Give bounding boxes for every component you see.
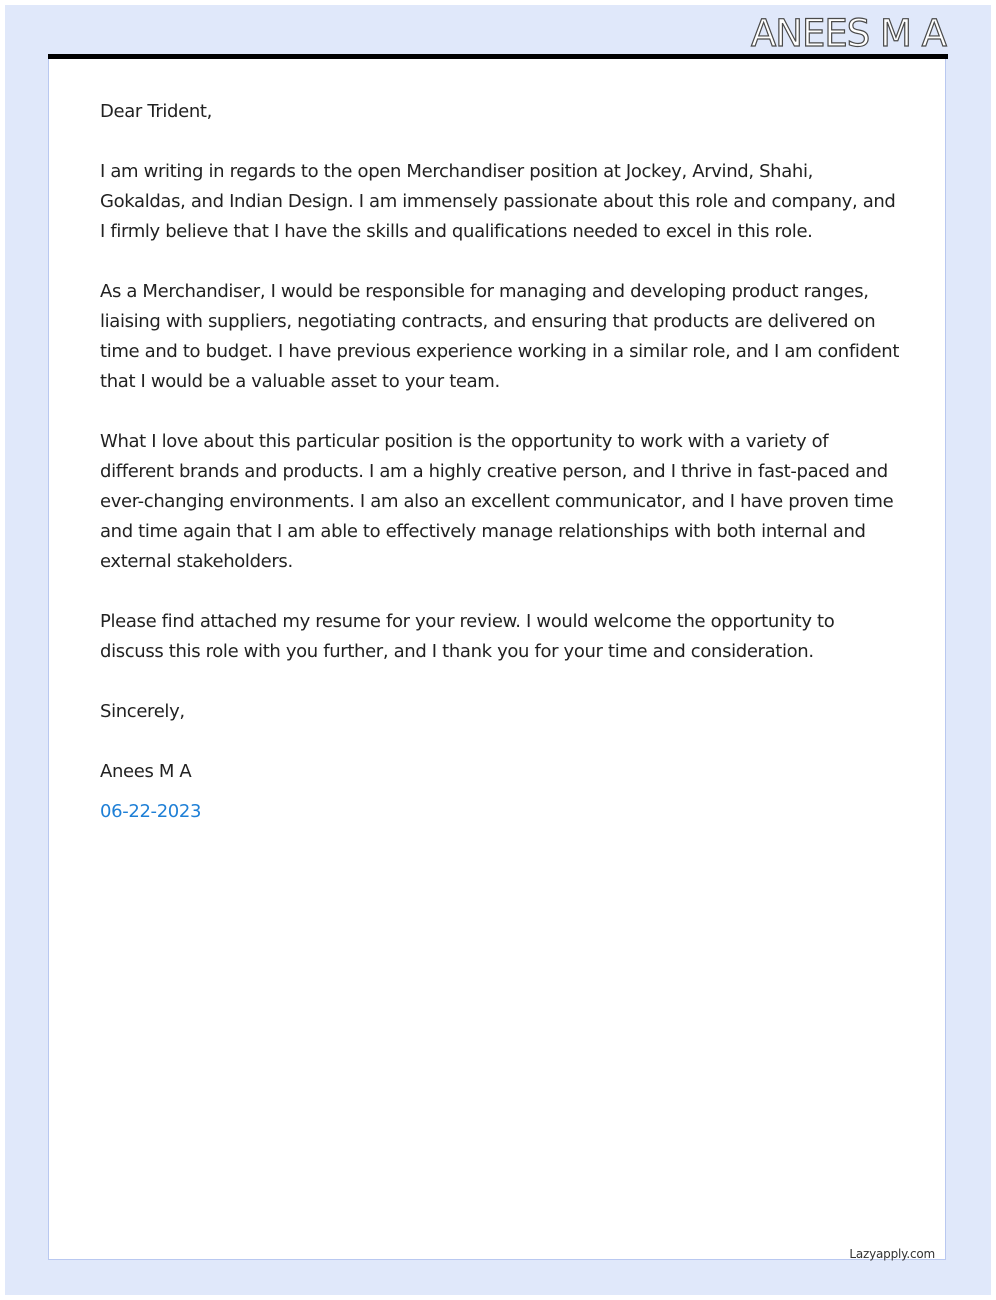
- paragraph-responsibilities: As a Merchandiser, I would be responsible for managing and developing product ranges, liaising with suppliers, negotiating contracts, and ensuring that products are delivered on time and to budget. I have previous experience working in a similar role, and I am confident that I would be a valuable asset to your team.: [100, 281, 900, 392]
- signer-name: Anees M A: [100, 761, 192, 782]
- applicant-name-heading: ANEES M A: [751, 12, 946, 55]
- closing-sincerely: Sincerely,: [100, 701, 185, 722]
- paragraph-introduction: I am writing in regards to the open Merchandiser position at Jockey, Arvind, Shahi, Gokaldas, and Indian Design. I am immensely passionate about this role and company, and I firmly believe that I have the skills and qualifications needed to excel in this role.: [100, 161, 896, 242]
- salutation: Dear Trident,: [100, 101, 212, 122]
- paragraph-motivation: What I love about this particular position is the opportunity to work with a variety of different brands and products. I am a highly creative person, and I thrive in fast-paced and ever-changing environments. I am also an excellent communicator, and I have proven time and time again that I am able to effectively manage relationships with both internal and external stakeholders.: [100, 431, 894, 572]
- letter-date: 06-22-2023: [100, 801, 202, 822]
- cover-letter-body: [100, 97, 900, 857]
- footer-brand-watermark: Lazyapply.com: [849, 1247, 935, 1261]
- paragraph-closing-request: Please find attached my resume for your review. I would welcome the opportunity to discuss this role with you further, and I thank you for your time and consideration.: [100, 611, 835, 662]
